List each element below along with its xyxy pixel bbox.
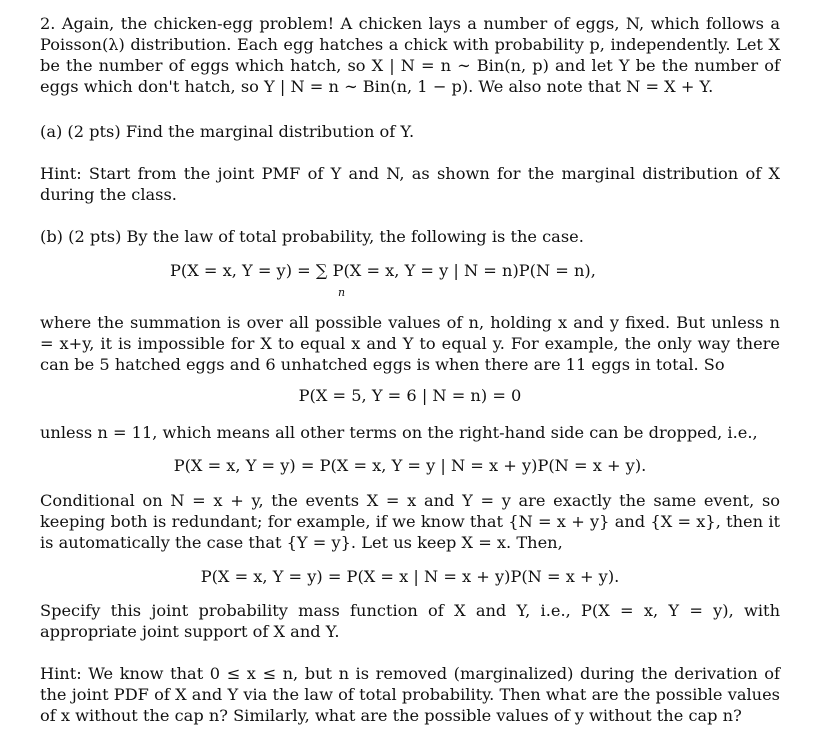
summation-subscript: n [338, 286, 346, 299]
part-a-question: (a) (2 pts) Find the marginal distribution of Y. [40, 122, 415, 141]
equation-total-probability: P(X = x, Y = y) = ∑ P(X = x, Y = y | N = n)P(N = n), [170, 261, 596, 280]
equation-dropped-terms: P(X = x, Y = y) = P(X = x, Y = y | N = x + y)P(N = x + y). [173, 456, 647, 475]
part-a-hint: Hint: Start from the joint PMF of Y and N, as shown for the marginal distribution of X during the class. [40, 164, 780, 204]
explanation-unless: unless n = 11, which means all other terms on the right-hand side can be dropped, i.e., [40, 423, 758, 442]
explanation-conditional: Conditional on N = x + y, the events X = x and Y = y are exactly the same event, so keeping both is redundant; for example, if we know that {N = x + y} and {X = x}, then it is automatically the case that {Y = y}. Let us keep X = x. Then, [40, 491, 780, 552]
equation-final-joint: P(X = x, Y = y) = P(X = x | N = x + y)P(N = x + y). [200, 567, 620, 586]
explanation-summation: where the summation is over all possible values of n, holding x and y fixed. But unless n = x+y, it is impossible for X to equal x and Y to equal y. For example, the only way there can be 5 hatched eggs and 6 unhatched eggs is when there are 11 eggs in total. So [40, 313, 780, 374]
part-b-question: (b) (2 pts) By the law of total probability, the following is the case. [40, 227, 584, 246]
part-b-hint: Hint: We know that 0 ≤ x ≤ n, but n is removed (marginalized) during the derivation of the joint PDF of X and Y via the law of total probability. Then what are the possible values of x without the cap n? Similarly, what are the possible values of y without the cap n? [40, 664, 780, 725]
equation-zero-probability: P(X = 5, Y = 6 | N = n) = 0 [298, 386, 522, 405]
problem-intro: 2. Again, the chicken-egg problem! A chicken lays a number of eggs, N, which follows a Poisson(λ) distribution. Each egg hatches a chick with probability p, independently. Let X be the number of eggs which hatch, so X | N = n ∼ Bin(n, p) and let Y be the number of eggs which don't hatch, so Y | N = n ∼ Bin(n, 1 − p). We also note that N = X + Y. [40, 14, 780, 96]
part-b-specify: Specify this joint probability mass function of X and Y, i.e., P(X = x, Y = y), with appropriate joint support of X and Y. [40, 601, 780, 641]
